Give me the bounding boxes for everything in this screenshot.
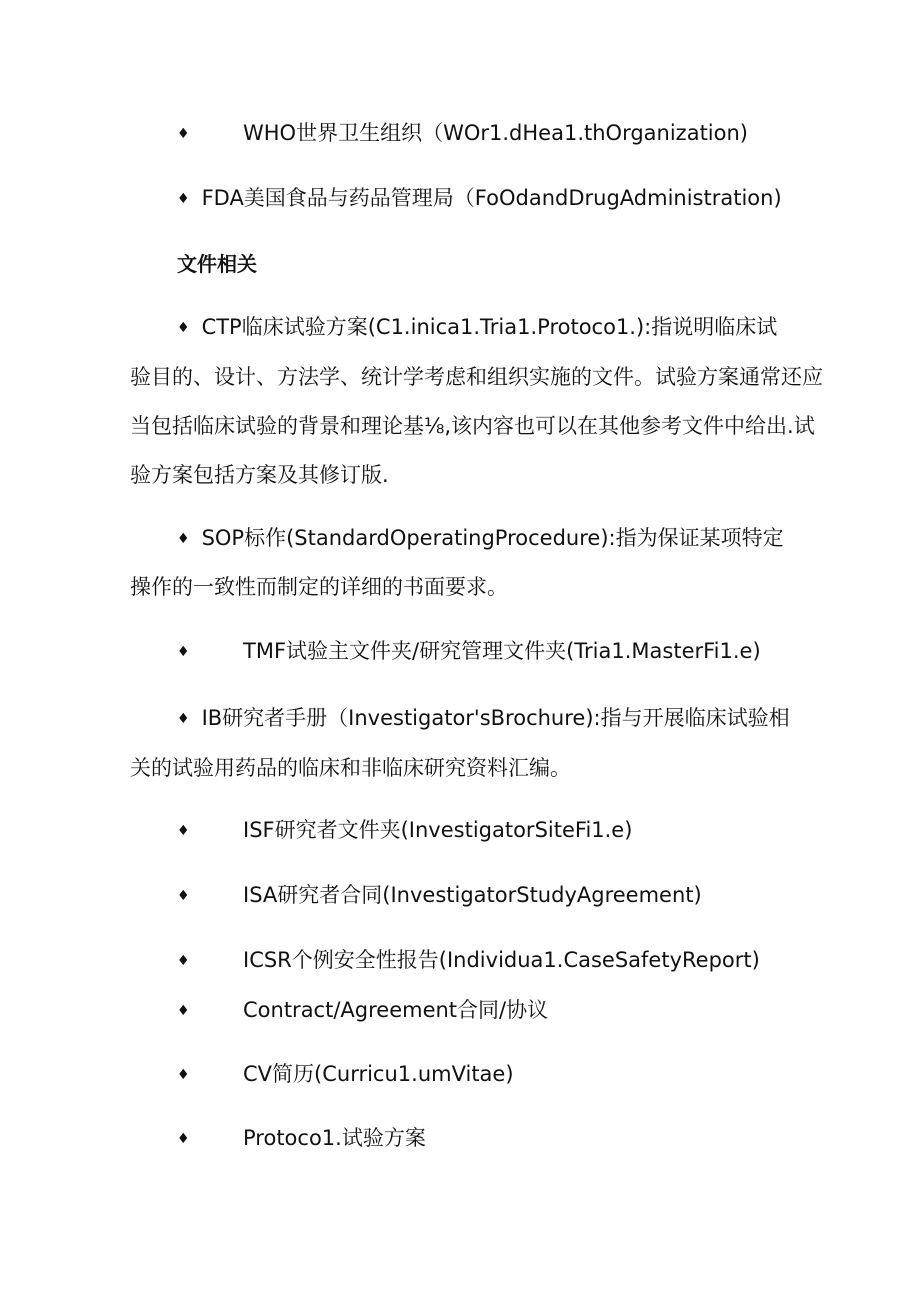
bullet-icon: ♦ [177, 711, 190, 727]
list-item-tmf: TMF试验主文件夹/研究管理文件夹(Tria1.MasterFi1.e) [243, 639, 761, 663]
ib-lead-text: IB研究者手册（Investigator'sBrochure):指与开展临床试验相 [201, 706, 790, 730]
list-item-fda [177, 183, 782, 214]
bullet-icon: ♦ [177, 644, 190, 660]
list-item-protocol: Protoco1.试验方案 [243, 1126, 426, 1150]
ib-line-2: 关的试验用药品的临床和非临床研究资料汇编。 [130, 756, 571, 780]
list-item-cv: CV简历(Curricu1.umVitae) [243, 1062, 514, 1086]
bullet-icon: ♦ [177, 1067, 190, 1083]
bullet-icon: ♦ [177, 888, 190, 904]
section-heading: 文件相关 [177, 252, 257, 276]
bullet-icon: ♦ [177, 320, 190, 336]
ctp-line-3: 当包括临床试验的背景和理论基⅛,该内容也可以在其他参考文件中给出.试 [130, 414, 815, 438]
list-item-fda-text: FDA美国食品与药品管理局（FoOdandDrugAdministration) [201, 186, 782, 210]
ctp-lead-text: CTP临床试验方案(C1.inica1.Tria1.Protoco1.):指说明临床试 [201, 315, 778, 339]
bullet-icon: ♦ [177, 1003, 190, 1019]
list-item-who: WHO世界卫生组织（WOr1.dHea1.thOrganization) [243, 121, 748, 145]
list-item-contract: Contract/Agreement合同/协议 [243, 998, 549, 1022]
list-item-isf: ISF研究者文件夹(InvestigatorSiteFi1.e) [243, 818, 633, 842]
list-item-isa: ISA研究者合同(InvestigatorStudyAgreement) [243, 883, 702, 907]
bullet-icon: ♦ [177, 823, 190, 839]
sop-line-2: 操作的一致性而制定的详细的书面要求。 [130, 575, 508, 599]
bullet-icon: ♦ [177, 191, 190, 207]
sop-lead-text: SOP标作(StandardOperatingProcedure):指为保证某项特定 [201, 526, 784, 550]
bullet-icon: ♦ [177, 1131, 190, 1147]
ctp-line-4: 验方案包括方案及其修订版. [130, 463, 389, 487]
list-item-icsr: ICSR个例安全性报告(Individua1.CaseSafetyReport) [243, 948, 760, 972]
paragraph-sop-lead [177, 523, 784, 554]
paragraph-ctp-lead [177, 312, 777, 343]
bullet-icon: ♦ [177, 953, 190, 969]
bullet-icon: ♦ [177, 531, 190, 547]
bullet-icon: ♦ [177, 126, 190, 142]
paragraph-ib-lead [177, 703, 790, 734]
ctp-line-2: 验目的、设计、方法学、统计学考虑和组织实施的文件。试验方案通常还应 [130, 365, 823, 389]
